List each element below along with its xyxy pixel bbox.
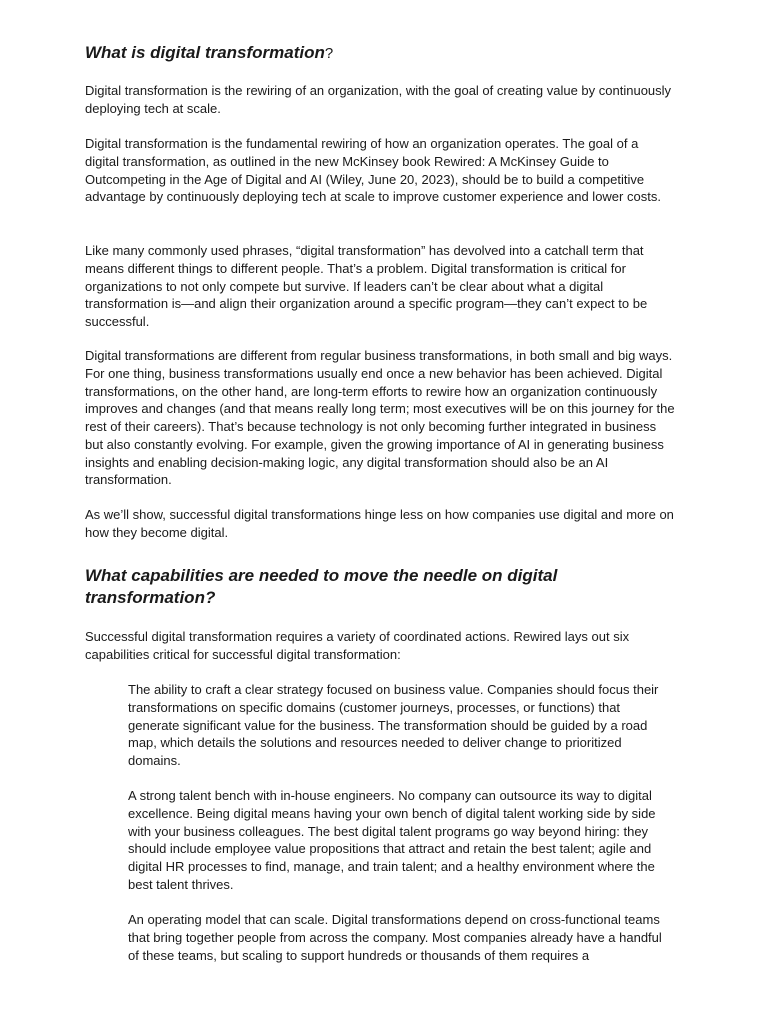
paragraph: As we’ll show, successful digital transformations hinge less on how companies use digital and more on how they become digital. (85, 507, 674, 540)
capability-item: A strong talent bench with in-house engineers. No company can outsource its way to digital excellence. Being digital means having your own bench of digital talent working side by side with your business colleagues. The best digital talent programs go way beyond hiring: they should include employee value propositions that attract and retain the best talent; agile and digital HR processes to find, manage, and train talent; and a healthy environment where the best talent thrives. (128, 788, 656, 892)
section-heading-digital-transformation (85, 41, 333, 66)
paragraph: Successful digital transformation requires a variety of coordinated actions. Rewired lays out six capabilities critical for successful digital transformation: (85, 629, 630, 662)
heading-question-mark: ? (324, 45, 334, 62)
capability-item: An operating model that can scale. Digital transformations depend on cross-functional teams that bring together people from across the company. Most companies already have a handful of these teams, but scaling to support hundreds or thousands of them requires a (128, 912, 662, 963)
heading-text: What is digital transformation (85, 43, 325, 62)
paragraph: Like many commonly used phrases, “digital transformation” has devolved into a catchall term that means different things to different people. That’s a problem. Digital transformation is critical for organizations to not only compete but survive. If leaders can’t be clear about what a digital transformation is—and align their organization around a specific program—they can’t expect to be successful. (85, 243, 648, 329)
paragraph: Digital transformation is the rewiring of an organization, with the goal of creating value by continuously deploying tech at scale. (85, 83, 672, 116)
capability-item: The ability to craft a clear strategy focused on business value. Companies should focus their transformations on specific domains (customer journeys, processes, or functions) that generate significant value for the business. The transformation should be guided by a road map, which details the solutions and resources needed to deliver change to prioritized domains. (128, 682, 659, 768)
section-heading-capabilities: What capabilities are needed to move the needle on digital transformation? (85, 566, 558, 607)
paragraph: Digital transformations are different from regular business transformations, in both small and big ways. For one thing, business transformations usually end once a new behavior has been achieved. Digital transformations, on the other hand, are long-term efforts to rewire how an organization continuously improves and changes (and that means really long term; most executives will be on this journey for the rest of their careers). That’s because technology is not only becoming further integrated in business but also constantly evolving. For example, given the growing importance of AI in generating business insights and enabling decision-making logic, any digital transformation should also be an AI transformation. (85, 348, 675, 488)
paragraph: Digital transformation is the fundamental rewiring of how an organization operates. The goal of a digital transformation, as outlined in the new McKinsey book Rewired: A McKinsey Guide to Outcompeting in the Age of Digital and AI (Wiley, June 20, 2023), should be to build a competitive advantage by continuously deploying tech at scale to improve customer experience and lower costs. (85, 136, 661, 205)
